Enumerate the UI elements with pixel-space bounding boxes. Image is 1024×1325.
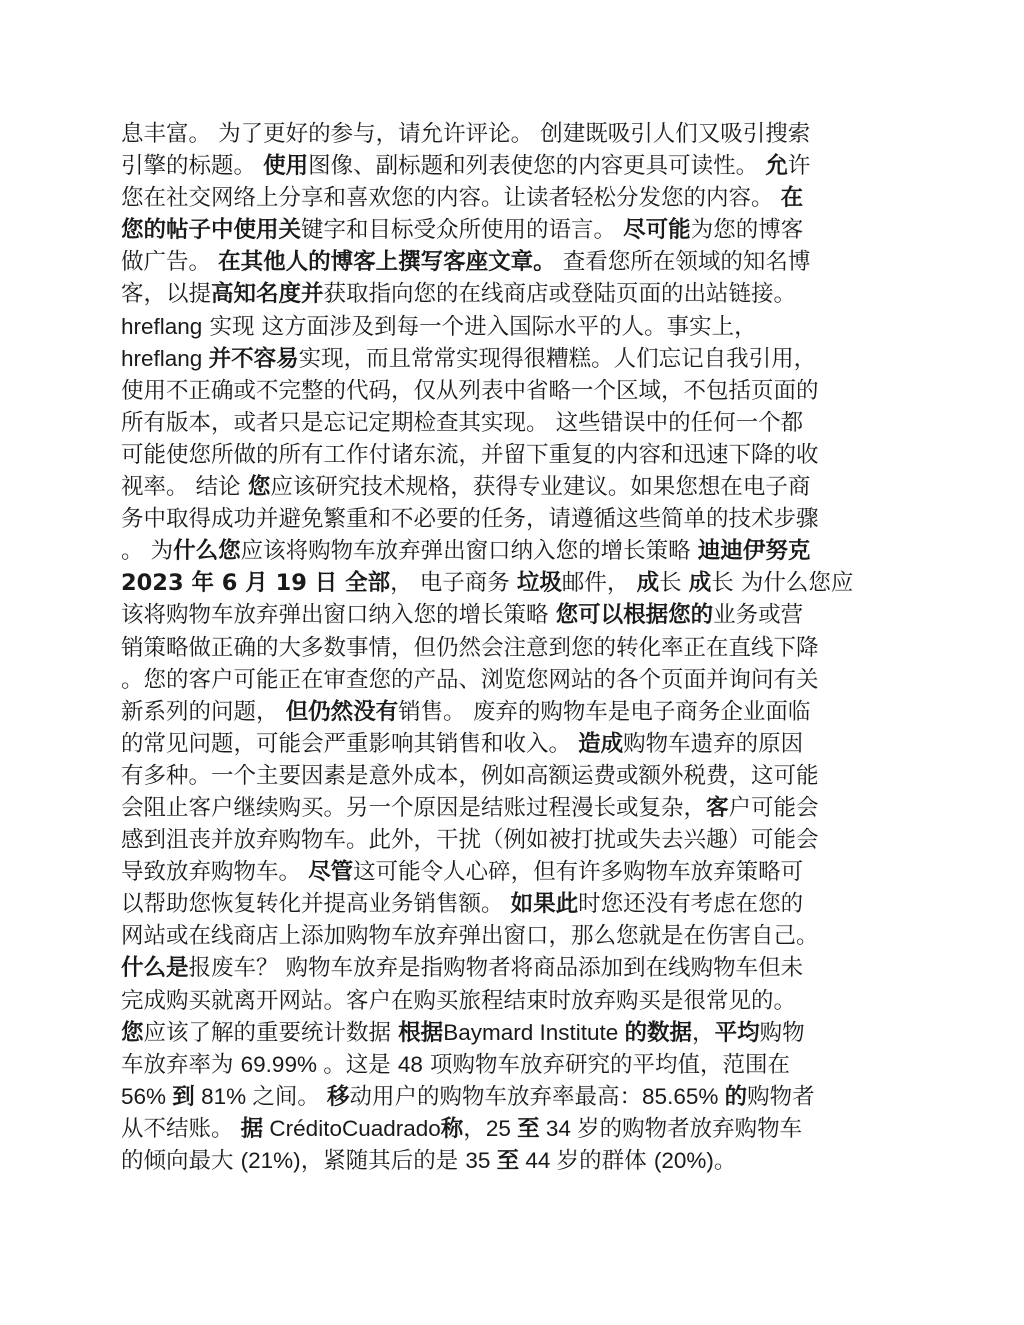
text-run: 56% <box>121 1083 173 1109</box>
emphasized-text: 2023 年 6 月 19 日 全部 <box>121 570 391 597</box>
emphasized-text: 称 <box>440 1115 464 1142</box>
text-run: 该将购物车放弃弹出窗口纳入您的增长策略 <box>121 602 556 629</box>
emphasized-text: 您的帖子中使用关 <box>121 217 302 244</box>
text-run: 使用不正确或不完整的代码，仅从列表中省略一个区域，不包括页面的 <box>121 377 819 404</box>
text-run: 35 <box>465 1148 497 1173</box>
text-run: 图像、副标题和列表使您的内容更具可读性。 <box>308 153 766 180</box>
text-run: 的倾向最大 <box>121 1148 241 1174</box>
text-run: 。 <box>713 1148 737 1174</box>
text-line <box>121 150 911 182</box>
text-line <box>121 503 911 535</box>
emphasized-text: 如果此 <box>510 891 579 918</box>
text-run: 会阻止客户继续购买。另一个原因是结账过程漫长或复杂， <box>121 794 707 821</box>
emphasized-text: 至 <box>517 1115 540 1142</box>
text-run: ， <box>692 1019 715 1046</box>
text-run: 销售。 废弃的购物车是电子商务企业面临 <box>398 698 811 725</box>
text-run: 应该将购物车放弃弹出窗口纳入您的增长策略 <box>240 538 698 565</box>
text-run: 为您的博客 <box>690 217 804 244</box>
text-run: 实现，而且常常实现得很糟糕。人们忘记自我引用， <box>298 345 817 372</box>
text-run: 务中取得成功并避免繁重和不必要的任务，请遵循这些简单的技术步骤 <box>121 506 819 533</box>
text-run: 以帮助您恢复转化并提高业务销售额。 <box>121 891 511 918</box>
text-line <box>121 824 911 856</box>
text-line <box>121 952 911 984</box>
emphasized-text: 尽管 <box>308 859 354 886</box>
text-run: hreflang <box>121 313 203 339</box>
article-body <box>121 118 911 1177</box>
text-run: 时您还没有考虑在您的 <box>578 891 804 918</box>
text-run: 项购物车放弃研究的平均值，范围在 <box>422 1051 791 1078</box>
text-line <box>121 1145 911 1177</box>
text-line <box>121 343 911 375</box>
text-run: 网站或在线商店上添加购物车放弃弹出窗口，那么您就是在伤害自己。 <box>121 923 819 950</box>
emphasized-text: 的数据 <box>624 1019 693 1046</box>
text-line <box>121 1049 911 1081</box>
text-run: 从不结账。 <box>121 1115 241 1142</box>
emphasized-text: 在其他人的博客上撰写客座文章。 <box>218 249 556 276</box>
emphasized-text: 的 <box>724 1083 748 1110</box>
text-run: 48 <box>397 1051 423 1077</box>
text-run: 81% <box>194 1083 253 1109</box>
emphasized-text: 尽可能 <box>623 217 691 244</box>
emphasized-text: 但仍然没有 <box>285 698 399 725</box>
text-run: 之间。 <box>252 1083 328 1110</box>
emphasized-text: 平均 <box>714 1019 760 1046</box>
text-line <box>121 1113 911 1145</box>
emphasized-text: 移 <box>327 1083 350 1110</box>
text-line <box>121 471 911 503</box>
text-run: 车放弃率为 <box>121 1051 241 1078</box>
text-run: 实现 这方面涉及到每一个进入国际水平的人。事实上， <box>202 313 757 340</box>
text-run: 的常见问题，可能会严重影响其销售和收入。 <box>121 730 579 757</box>
emphasized-text: 根据 <box>398 1019 444 1046</box>
text-run: 息丰富。 为了更好的参与，请允许评论。 创建既吸引人们又吸引搜索 <box>121 121 811 147</box>
text-line <box>121 214 911 246</box>
emphasized-text: 客 <box>706 794 729 821</box>
emphasized-text: 您可以根据您的 <box>555 602 714 629</box>
text-line <box>121 1017 911 1049</box>
emphasized-text: 迪迪伊努克 <box>697 538 811 565</box>
text-line <box>121 311 911 343</box>
text-run: 新系列的问题， <box>121 698 286 725</box>
emphasized-text: 至 <box>496 1148 520 1174</box>
text-run: 购物者 <box>747 1083 815 1110</box>
text-run: 应该研究技术规格，获得专业建议。如果您想在电子商 <box>270 474 811 501</box>
text-line <box>121 535 911 567</box>
text-line <box>121 792 911 824</box>
emphasized-text: 什么是 <box>121 955 189 982</box>
text-run: 有多种。一个主要因素是意外成本，例如高额运费或额外税费，这可能 <box>121 762 819 789</box>
emphasized-text: 高知名度并 <box>211 281 324 308</box>
text-line <box>121 118 911 150</box>
text-run: 。 为 <box>121 538 174 565</box>
text-run: 获取指向您的在线商店或登陆页面的出站链接。 <box>323 281 797 308</box>
text-line <box>121 985 911 1017</box>
text-run: hreflang <box>121 345 209 371</box>
emphasized-text: 造成 <box>578 730 624 757</box>
emphasized-text: 允 <box>765 153 788 180</box>
text-run: 购物车遗弃的原因 <box>623 730 804 757</box>
text-run: 69.99% <box>240 1051 324 1077</box>
text-run: 引擎的标题。 <box>121 153 264 180</box>
text-line <box>121 246 911 278</box>
text-run: 您在社交网络上分享和喜欢您的内容。让读者轻松分发您的内容。 <box>121 185 781 212</box>
text-line <box>121 182 911 214</box>
text-run: 。您的客户可能正在审查您的产品、浏览您网站的各个页面并询问有关 <box>121 666 819 693</box>
text-run: 购物 <box>759 1019 805 1046</box>
emphasized-text: 什么您 <box>173 538 241 565</box>
text-run: (21%) <box>240 1148 301 1173</box>
text-run: 邮件， <box>561 570 637 597</box>
text-run: CréditoCuadrado <box>263 1115 441 1141</box>
text-run: 许 <box>787 153 811 180</box>
text-run: 所有版本，或者只是忘记定期检查其实现。 这些错误中的任何一个都 <box>121 409 804 436</box>
text-line <box>121 664 911 696</box>
text-run: 岁的群体 <box>556 1148 654 1174</box>
text-run: 岁的购物者放弃购物车 <box>577 1115 803 1142</box>
text-run: 查看您所在领域的知名博 <box>555 249 811 276</box>
text-run: 34 <box>539 1115 578 1141</box>
emphasized-text: 成 <box>688 570 712 597</box>
text-run: 导致放弃购物车。 <box>121 859 309 886</box>
text-run: 做广告。 <box>121 249 219 276</box>
text-run: 44 <box>519 1148 557 1173</box>
text-run: 键字和目标受众所使用的语言。 <box>301 217 624 244</box>
text-run: 感到沮丧并放弃购物车。此外，干扰（例如被打扰或失去兴趣）可能会 <box>121 827 819 854</box>
text-line <box>121 728 911 760</box>
emphasized-text: 成 <box>636 570 660 597</box>
text-run: 。这是 <box>323 1051 398 1078</box>
emphasized-text: 您 <box>247 474 271 501</box>
emphasized-text: 到 <box>172 1083 195 1110</box>
text-line <box>121 375 911 407</box>
text-line <box>121 278 911 310</box>
text-run: 动用户的购物车放弃率最高： <box>349 1083 643 1110</box>
text-run: 视率。 结论 <box>121 474 248 501</box>
text-run: 长 为什么您应 <box>711 570 854 597</box>
text-line <box>121 632 911 664</box>
text-run: Baymard Institute <box>443 1019 625 1045</box>
emphasized-text: 您 <box>121 1019 144 1046</box>
text-run: 户可能会 <box>728 794 819 821</box>
text-run: 业务或营 <box>713 602 804 629</box>
text-line <box>121 407 911 439</box>
text-run: 应该了解的重要统计数据 <box>143 1019 399 1046</box>
text-line <box>121 696 911 728</box>
text-run: 25 <box>485 1115 518 1141</box>
text-run: 客，以提 <box>121 281 212 308</box>
text-run: 长 <box>659 570 689 597</box>
text-run: 销策略做正确的大多数事情，但仍然会注意到您的转化率正在直线下降 <box>121 634 819 661</box>
text-run: 完成购买就离开网站。客户在购买旅程结束时放弃购买是很常见的。 <box>121 987 797 1014</box>
emphasized-text: 垃圾 <box>516 570 562 597</box>
text-line <box>121 567 911 599</box>
text-line <box>121 1081 911 1113</box>
text-run: 可能使您所做的所有工作付诸东流，并留下重复的内容和迅速下降的收 <box>121 441 819 468</box>
text-run: ， 电子商务 <box>390 570 517 597</box>
emphasized-text: 据 <box>240 1115 264 1142</box>
text-line <box>121 599 911 631</box>
text-line <box>121 439 911 471</box>
text-line <box>121 856 911 888</box>
text-line <box>121 888 911 920</box>
text-run: ，紧随其后的是 <box>300 1148 466 1174</box>
emphasized-text: 并不容易 <box>208 345 299 372</box>
text-run: (20%) <box>653 1148 714 1173</box>
emphasized-text: 使用 <box>263 153 309 180</box>
text-run: ， <box>463 1115 486 1142</box>
text-line <box>121 760 911 792</box>
text-run: 85.65% <box>642 1083 725 1109</box>
text-run: 这可能令人心碎，但有许多购物车放弃策略可 <box>353 859 804 886</box>
emphasized-text: 在 <box>780 185 804 212</box>
text-run: 报废车？ 购物车放弃是指购物者将商品添加到在线购物车但未 <box>188 955 804 982</box>
text-line <box>121 920 911 952</box>
